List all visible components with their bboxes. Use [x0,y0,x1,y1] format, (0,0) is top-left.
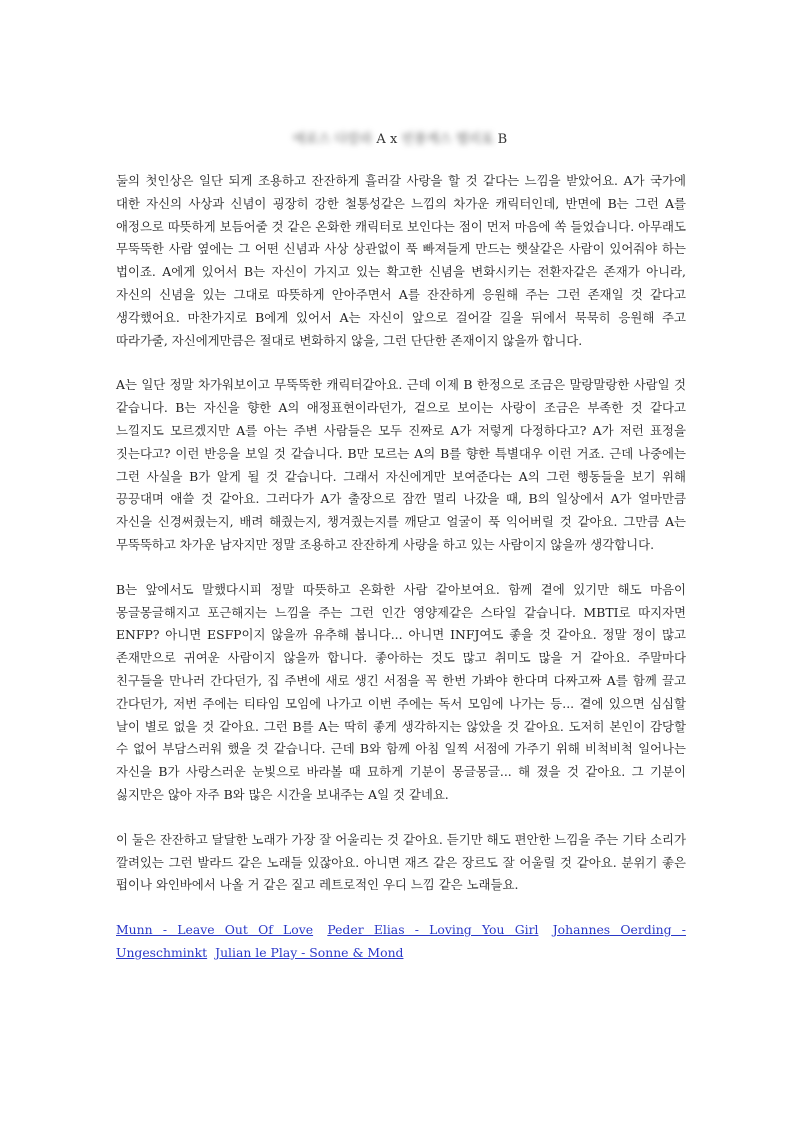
paragraph-character-b: B는 앞에서도 말했다시피 정말 따뜻하고 온화한 사람 같아보여요. 함께 곁에 있기만 해도 마음이 몽글몽글해지고 포근해지는 느낌을 주는 그런 인간 영양제같은 스타일 같습니다. MBTI로 따지자면 ENFP? 아니면 ESFP이지 않을까 유추해 봅니다... 아니면 INFJ여도 좋을 것 같아요. 정말 정이 많고 존재만으로 귀여운 사람이지 않을까 합니다. 좋아하는 것도 많고 취미도 많을 거 같아요. 주말마다 친구들을 만나러 간다던가, 집 주변에 새로 생긴 서점을 꼭 한번 가봐야 한다며 다짜고짜 A를 함께 끌고 간다던가, 저번 주에는 티타임 모임에 나가고 이번 주에는 독서 모임에 나가는 등... 곁에 있으면 심심할 날이 별로 없을 것 같아요. 그런 B를 A는 딱히 좋게 생각하지는 않았을 것 같아요. 도저히 본인이 감당할 수 없어 부담스러워 했을 것 같습니다. 근데 B와 함께 아침 일찍 서점에 가주기 위해 비척비척 일어나는 자신을 B가 사랑스러운 눈빛으로 바라볼 때 묘하게 기분이 몽글몽글... 해 졌을 것 같아요. 그 기분이 싫지만은 않아 자주 B와 많은 시간을 보내주는 A일 것 같네요. [116,581,686,802]
song-link-munn[interactable]: Munn - Leave Out Of Love [116,922,314,938]
song-link-peder-elias[interactable]: Peder Elias - Loving You Girl [327,922,539,938]
song-link-julian-le-play[interactable]: Julian le Play - Sonne & Mond [215,944,404,960]
document-title [0,130,800,150]
title-b-label: B [497,132,508,147]
song-link-johannes-oerding[interactable]: Johannes Oerding - Ungeschminkt [116,922,686,960]
title-blurred-name-b: 빈풍케스 헬리포 [401,132,494,147]
title-a-label: A [376,132,386,147]
title-blurred-name-a: 에로스 다칼라 [292,132,373,147]
song-links [116,919,686,965]
document-body [116,170,686,965]
paragraph-character-a: A는 일단 정말 차가워보이고 무뚝뚝한 캐릭터같아요. 근데 이제 B 한정으로 조금은 말랑말랑한 사람일 것 같습니다. B는 자신을 향한 A의 애정표현이라던가, 겉으로 보이는 사랑이 조금은 부족한 것 같다고 느낄지도 모르겠지만 A를 아는 주변 사람들은 모두 진짜로 A가 저렇게 다정하다고? A가 저런 표정을 짓는다고? 이런 반응을 보일 것 같습니다. B만 모르는 A의 B를 향한 특별대우 이런 거죠. 근데 나중에는 그런 사실을 B가 알게 될 것 같습니다. 그래서 자신에게만 보여준다는 A의 그런 행동들을 보기 위해 끙끙대며 애쓸 것 같아요. 그러다가 A가 출장으로 잠깐 멀리 나갔을 때, B의 일상에서 A가 얼마만큼 자신을 신경써줬는지, 배려 해줬는지, 챙겨줬는지를 깨닫고 얼굴이 푹 익어버릴 것 같아요. 그만큼 A는 무뚝뚝하고 차가운 남자지만 정말 조용하고 잔잔하게 사랑을 하고 있는 사람이지 않을까 생각합니다. [116,377,686,552]
title-x: x [389,132,398,147]
paragraph-music: 이 둘은 잔잔하고 달달한 노래가 가장 잘 어울리는 것 같아요. 듣기만 해도 편안한 느낌을 주는 기타 소리가 깔려있는 그런 발라드 같은 노래들 있잖아요. 아니면 재즈 같은 장르도 잘 어울릴 것 같아요. 분위기 좋은 펍이나 와인바에서 나올 거 같은 짙고 레트로적인 우디 느낌 같은 노래들요. [116,831,686,893]
paragraph-first-impression: 둘의 첫인상은 일단 되게 조용하고 잔잔하게 흘러갈 사랑을 할 것 같다는 느낌을 받았어요. A가 국가에 대한 자신의 사상과 신념이 굉장히 강한 철통성같은 느낌의 차가운 캐릭터인데, 반면에 B는 그런 A를 애정으로 따뜻하게 보듬어줄 것 같은 온화한 캐릭터로 보인다는 점이 먼저 마음에 쏙 들었습니다. 아무래도 무뚝뚝한 사람 옆에는 그 어떤 신념과 사상 상관없이 푹 빠져들게 만드는 햇살같은 사람이 있어줘야 하는 법이죠. A에게 있어서 B는 자신이 가지고 있는 확고한 신념을 변화시키는 전환자같은 존재가 아니라, 자신의 신념을 있는 그대로 따뜻하게 안아주면서 A를 잔잔하게 응원해 주는 그런 존재일 것 같다고 생각했어요. 마찬가지로 B에게 있어서 A는 자신이 앞으로 걸어갈 길을 뒤에서 묵묵히 응원해 주고 따라가줄, 자신에게만큼은 절대로 변화하지 않을, 그런 단단한 존재이지 않을까 합니다. [116,173,686,348]
